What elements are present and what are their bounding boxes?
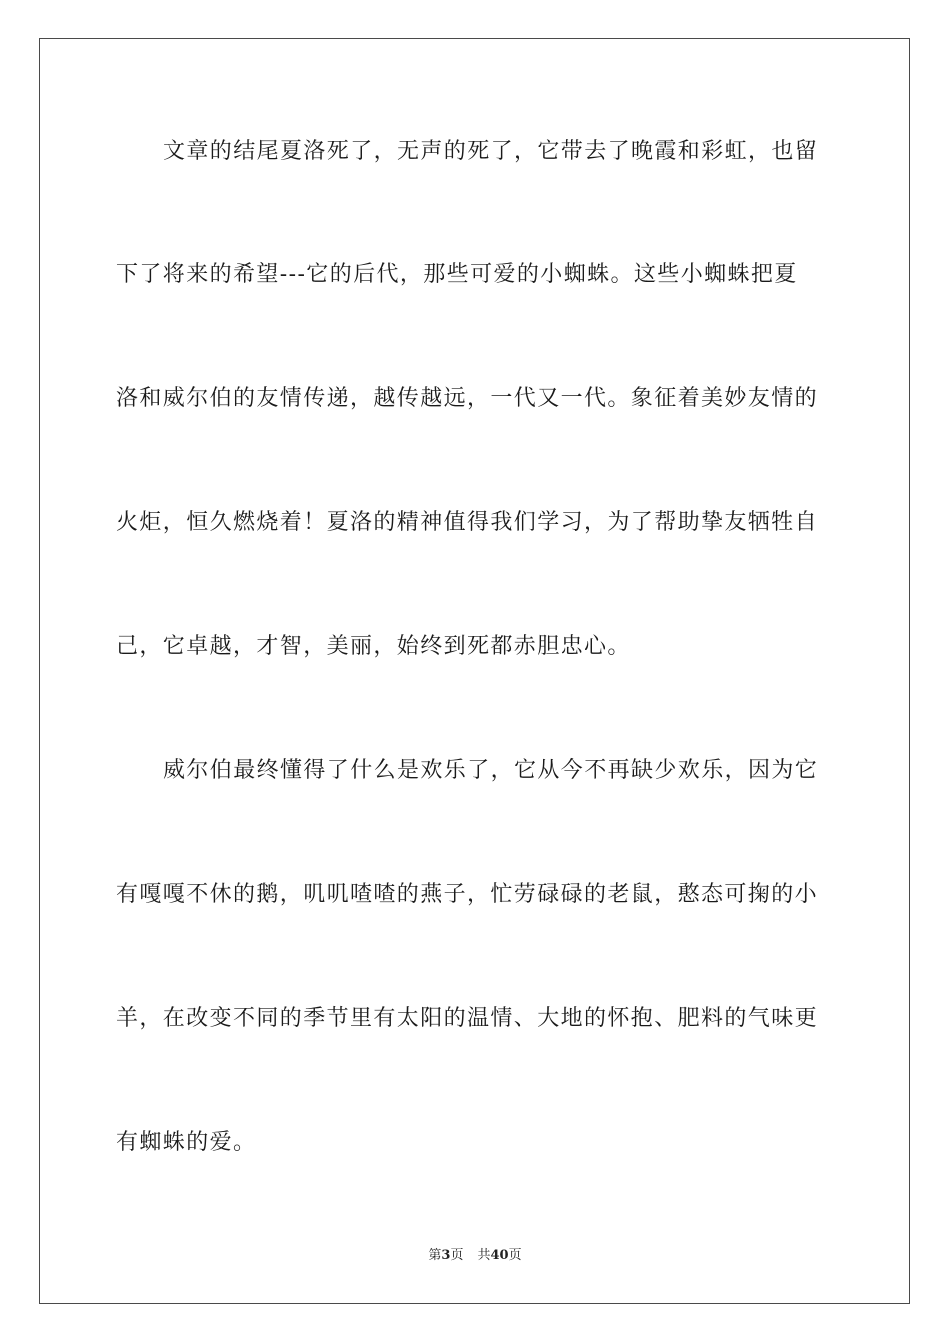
- text-line: 有蜘蛛的爱。: [116, 1130, 257, 1155]
- total-prefix: 共: [477, 1248, 491, 1263]
- page-prefix: 第: [428, 1248, 442, 1263]
- text-line: 洛和威尔伯的友情传递，越传越远，一代又一代。象征着美妙友情的: [116, 386, 819, 411]
- total-pages: 40: [490, 1248, 509, 1263]
- text-line: 羊，在改变不同的季节里有太阳的温情、大地的怀抱、肥料的气味更: [116, 1006, 819, 1031]
- text-line: 威尔伯最终懂得了什么是欢乐了，它从今不再缺少欢乐，因为它: [163, 758, 819, 783]
- text-line: 火炬，恒久燃烧着！夏洛的精神值得我们学习，为了帮助挚友牺牲自: [116, 510, 819, 535]
- page-footer: [0, 1247, 950, 1265]
- page-border: [39, 38, 910, 1304]
- total-suffix: 页: [508, 1248, 522, 1263]
- text-line: 下了将来的希望---它的后代，那些可爱的小蜘蛛。这些小蜘蛛把夏: [116, 262, 798, 287]
- text-line: 己，它卓越，才智，美丽，始终到死都赤胆忠心。: [116, 634, 631, 659]
- text-line: 文章的结尾夏洛死了，无声的死了，它带去了晚霞和彩虹，也留: [163, 139, 819, 164]
- text-line: 有嘎嘎不休的鹅，叽叽喳喳的燕子，忙劳碌碌的老鼠，憨态可掬的小: [116, 882, 819, 907]
- page-suffix: 页: [450, 1248, 464, 1263]
- page-number: 3: [441, 1248, 451, 1263]
